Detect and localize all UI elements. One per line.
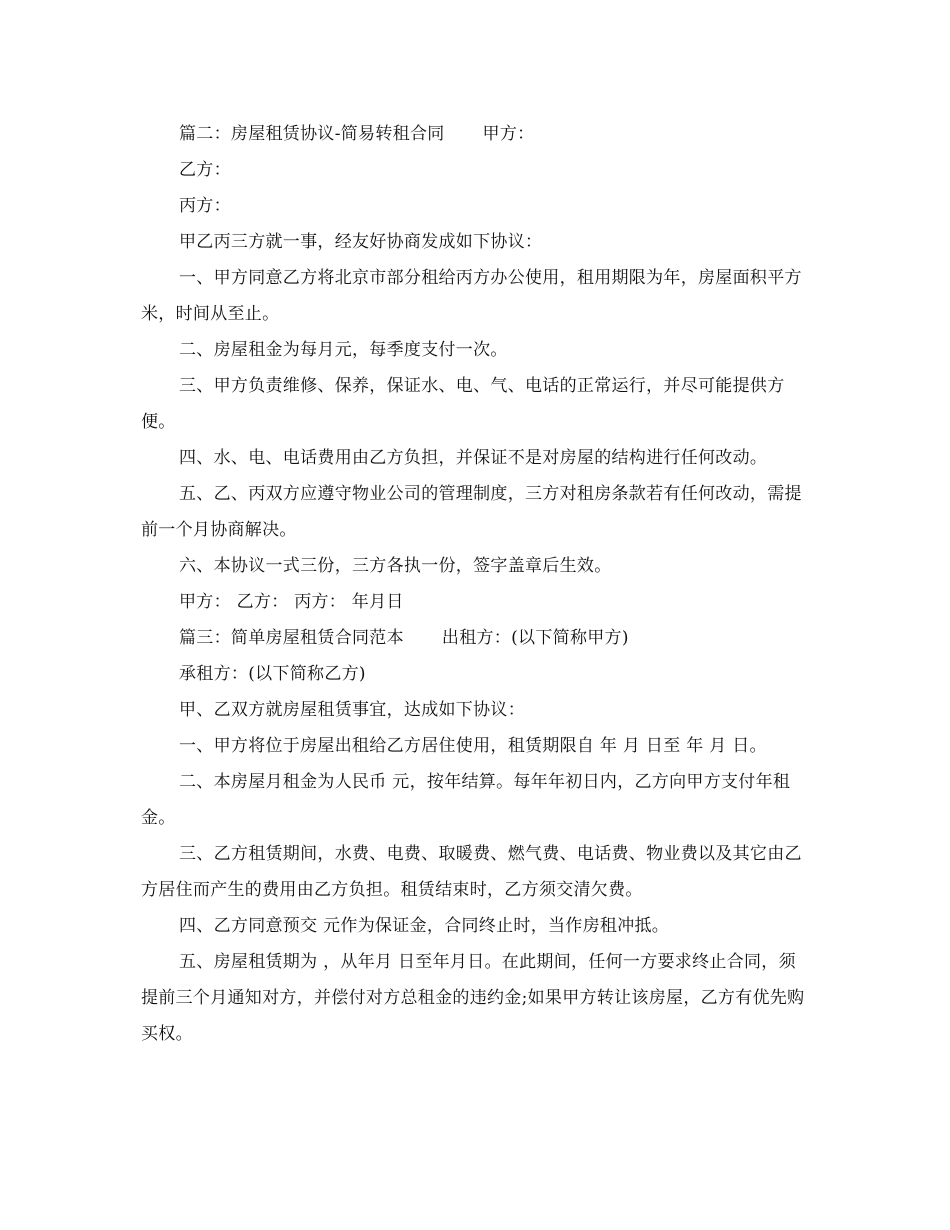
lessor-label: 出租方：(以下简称甲方) [441, 628, 629, 648]
lease-clause-4: 四、乙方同意预交 元作为保证金，合同终止时，当作房租冲抵。 [179, 916, 670, 936]
clause-3: 三、甲方负责维修、保养，保证水、电、气、电话的正常运行，并尽可能提供方便。 [141, 376, 785, 432]
signature-line: 甲方： 乙方： 丙方： 年月日 [179, 592, 404, 612]
clause-1: 一、甲方同意乙方将北京市部分租给丙方办公使用，租用期限为年，房屋面积平方米，时间从至止。 [141, 268, 802, 324]
clause-4: 四、水、电、电话费用由乙方负担，并保证不是对房屋的结构进行任何改动。 [179, 448, 768, 468]
clause-6: 六、本协议一式三份，三方各执一份，签字盖章后生效。 [179, 556, 612, 576]
lessee-label: 承租方：(以下简称乙方) [179, 664, 366, 684]
lease-clause-1: 一、甲方将位于房屋出租给乙方居住使用，租赁期限自 年 月 日至 年 月 日。 [179, 736, 767, 756]
section-three-heading [141, 620, 806, 656]
lease-intro: 甲、乙双方就房屋租赁事宜，达成如下协议： [179, 700, 525, 720]
lease-clause-2: 二、本房屋月租金为人民币 元，按年结算。每年年初日内，乙方向甲方支付年租金。 [141, 772, 791, 828]
clause-2: 二、房屋租金为每月元，每季度支付一次。 [179, 340, 508, 360]
lease-clause-5: 五、房屋租赁期为 ，从年月 日至年月日。在此期间，任何一方要求终止合同，须提前三个月通知对方，并偿付对方总租金的违约金;如果甲方转让该房屋，乙方有优先购买权。 [141, 952, 805, 1044]
agreement-intro: 甲乙丙三方就一事，经友好协商发成如下协议： [179, 232, 543, 252]
lease-clause-3: 三、乙方租赁期间，水费、电费、取暖费、燃气费、电话费、物业费以及其它由乙方居住而产生的费用由乙方负担。租赁结束时，乙方须交清欠费。 [141, 844, 802, 900]
party-b-label: 乙方： [179, 160, 231, 180]
clause-5: 五、乙、丙双方应遵守物业公司的管理制度，三方对租房条款若有任何改动，需提前一个月协商解决。 [141, 484, 802, 540]
party-c-label: 丙方： [179, 196, 231, 216]
party-a-label: 甲方： [482, 124, 535, 144]
section-three-title: 篇三：简单房屋租赁合同范本 [179, 628, 404, 648]
contract-text [141, 116, 806, 1052]
section-two-heading [141, 116, 806, 152]
section-two-title: 篇二：房屋租赁协议-简易转租合同 [179, 124, 445, 144]
